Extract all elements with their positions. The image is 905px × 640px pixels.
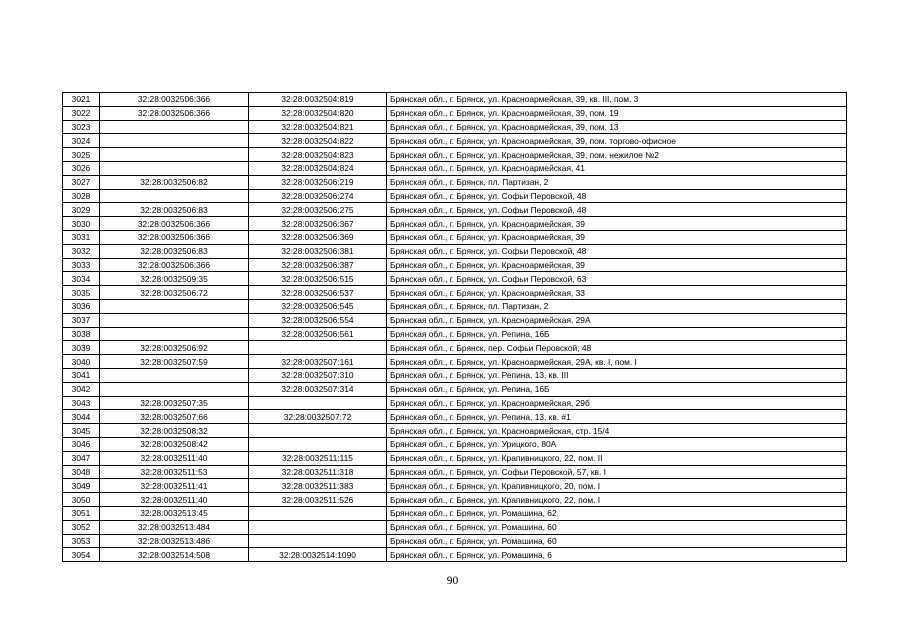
row-number-cell: 3052 — [63, 520, 100, 534]
parent-cadastral-number-cell: 32:28:0032506:83 — [100, 244, 249, 258]
row-number-cell: 3028 — [63, 189, 100, 203]
address-cell: Брянская обл., г. Брянск, ул. Ромашина, 60 — [387, 534, 847, 548]
row-number-cell: 3032 — [63, 244, 100, 258]
row-number-cell: 3029 — [63, 203, 100, 217]
page-number: 90 — [446, 575, 459, 587]
address-cell: Брянская обл., г. Брянск, ул. Красноармейская, 33 — [387, 286, 847, 300]
row-number-cell: 3023 — [63, 120, 100, 134]
address-cell: Брянская обл., г. Брянск, ул. Красноармейская, 39, пом. нежилое №2 — [387, 148, 847, 162]
address-cell: Брянская обл., г. Брянск, ул. Крапивницкого, 22, пом. I — [387, 493, 847, 507]
address-cell: Брянская обл., г. Брянск, ул. Софьи Перовской, 48 — [387, 244, 847, 258]
table-row — [63, 410, 847, 424]
table-row — [63, 368, 847, 382]
address-cell: Брянская обл., г. Брянск, ул. Красноармейская, 39, пом. торгово-офисное — [387, 134, 847, 148]
cadastral-number-cell: 32:28:0032504:821 — [249, 120, 387, 134]
table-row — [63, 230, 847, 244]
parent-cadastral-number-cell: 32:28:0032507:66 — [100, 410, 249, 424]
parent-cadastral-number-cell: 32:28:0032506:366 — [100, 106, 249, 120]
table-row — [63, 506, 847, 520]
address-cell: Брянская обл., г. Брянск, ул. Урицкого, 80А — [387, 437, 847, 451]
parent-cadastral-number-cell: 32:28:0032506:366 — [100, 93, 249, 107]
parent-cadastral-number-cell: 32:28:0032514:508 — [100, 548, 249, 562]
parent-cadastral-number-cell: 32:28:0032506:92 — [100, 341, 249, 355]
row-number-cell: 3042 — [63, 382, 100, 396]
table-row — [63, 244, 847, 258]
parent-cadastral-number-cell — [100, 327, 249, 341]
parent-cadastral-number-cell — [100, 299, 249, 313]
table-row — [63, 286, 847, 300]
table-row — [63, 465, 847, 479]
address-cell: Брянская обл., г. Брянск, ул. Красноармейская, 39 — [387, 230, 847, 244]
cadastral-number-cell: 32:28:0032507:314 — [249, 382, 387, 396]
row-number-cell: 3033 — [63, 258, 100, 272]
table-row — [63, 355, 847, 369]
row-number-cell: 3037 — [63, 313, 100, 327]
row-number-cell: 3043 — [63, 396, 100, 410]
cadastral-number-cell: 32:28:0032506:537 — [249, 286, 387, 300]
parent-cadastral-number-cell — [100, 189, 249, 203]
cadastral-number-cell: 32:28:0032504:824 — [249, 161, 387, 175]
table-row — [63, 520, 847, 534]
row-number-cell: 3041 — [63, 368, 100, 382]
row-number-cell: 3050 — [63, 493, 100, 507]
row-number-cell: 3048 — [63, 465, 100, 479]
parent-cadastral-number-cell: 32:28:0032508:32 — [100, 424, 249, 438]
address-cell: Брянская обл., г. Брянск, ул. Красноармейская, 29А — [387, 313, 847, 327]
address-cell: Брянская обл., г. Брянск, ул. Софьи Перовской, 57, кв. I — [387, 465, 847, 479]
address-cell: Брянская обл., г. Брянск, пер. Софьи Перовской, 48 — [387, 341, 847, 355]
parent-cadastral-number-cell: 32:28:0032509:35 — [100, 272, 249, 286]
parent-cadastral-number-cell — [100, 148, 249, 162]
cadastral-number-cell: 32:28:0032506:381 — [249, 244, 387, 258]
cadastral-number-cell: 32:28:0032504:819 — [249, 93, 387, 107]
parent-cadastral-number-cell — [100, 134, 249, 148]
row-number-cell: 3053 — [63, 534, 100, 548]
row-number-cell: 3036 — [63, 299, 100, 313]
cadastral-number-cell: 32:28:0032511:318 — [249, 465, 387, 479]
table-row — [63, 437, 847, 451]
cadastral-number-cell: 32:28:0032506:367 — [249, 217, 387, 231]
row-number-cell: 3030 — [63, 217, 100, 231]
row-number-cell: 3051 — [63, 506, 100, 520]
cadastral-number-cell: 32:28:0032506:387 — [249, 258, 387, 272]
table-row — [63, 382, 847, 396]
cadastral-number-cell — [249, 520, 387, 534]
table-row — [63, 327, 847, 341]
table-row — [63, 134, 847, 148]
cadastral-number-cell: 32:28:0032506:515 — [249, 272, 387, 286]
cadastral-number-cell: 32:28:0032514:1090 — [249, 548, 387, 562]
row-number-cell: 3026 — [63, 161, 100, 175]
row-number-cell: 3046 — [63, 437, 100, 451]
address-cell: Брянская обл., г. Брянск, ул. Репина, 16Б — [387, 382, 847, 396]
table-row — [63, 534, 847, 548]
table-row — [63, 189, 847, 203]
row-number-cell: 3047 — [63, 451, 100, 465]
table-row — [63, 424, 847, 438]
row-number-cell: 3031 — [63, 230, 100, 244]
parent-cadastral-number-cell — [100, 161, 249, 175]
parent-cadastral-number-cell: 32:28:0032506:366 — [100, 258, 249, 272]
address-cell: Брянская обл., г. Брянск, ул. Красноармейская, 29б — [387, 396, 847, 410]
row-number-cell: 3024 — [63, 134, 100, 148]
address-cell: Брянская обл., г. Брянск, ул. Красноармейская, 39, пом. 19 — [387, 106, 847, 120]
parent-cadastral-number-cell: 32:28:0032506:366 — [100, 230, 249, 244]
row-number-cell: 3044 — [63, 410, 100, 424]
parent-cadastral-number-cell: 32:28:0032507:59 — [100, 355, 249, 369]
address-cell: Брянская обл., г. Брянск, ул. Репина, 16Б — [387, 327, 847, 341]
cadastral-number-cell: 32:28:0032507:161 — [249, 355, 387, 369]
cadastral-number-cell: 32:28:0032507:310 — [249, 368, 387, 382]
address-cell: Брянская обл., г. Брянск, пл. Партизан, 2 — [387, 299, 847, 313]
table-row — [63, 493, 847, 507]
address-cell: Брянская обл., г. Брянск, ул. Репина, 13, кв. #1 — [387, 410, 847, 424]
cadastral-number-cell: 32:28:0032511:383 — [249, 479, 387, 493]
table-row — [63, 299, 847, 313]
cadastral-number-cell: 32:28:0032504:823 — [249, 148, 387, 162]
table-row — [63, 548, 847, 562]
cadastral-number-cell: 32:28:0032506:561 — [249, 327, 387, 341]
parent-cadastral-number-cell: 32:28:0032511:40 — [100, 451, 249, 465]
cadastral-number-cell: 32:28:0032506:545 — [249, 299, 387, 313]
address-cell: Брянская обл., г. Брянск, ул. Репина, 13, кв. III — [387, 368, 847, 382]
table-row — [63, 479, 847, 493]
table-row — [63, 161, 847, 175]
table-row — [63, 396, 847, 410]
table-row — [63, 313, 847, 327]
parent-cadastral-number-cell: 32:28:0032511:40 — [100, 493, 249, 507]
cadastral-number-cell: 32:28:0032507:72 — [249, 410, 387, 424]
table-row — [63, 120, 847, 134]
parent-cadastral-number-cell — [100, 368, 249, 382]
cadastral-number-cell: 32:28:0032506:274 — [249, 189, 387, 203]
table-row — [63, 203, 847, 217]
row-number-cell: 3049 — [63, 479, 100, 493]
row-number-cell: 3054 — [63, 548, 100, 562]
parent-cadastral-number-cell: 32:28:0032506:83 — [100, 203, 249, 217]
table-row — [63, 217, 847, 231]
address-cell: Брянская обл., г. Брянск, ул. Красноармейская, 39, пом. 13 — [387, 120, 847, 134]
cadastral-number-cell: 32:28:0032506:275 — [249, 203, 387, 217]
cadastral-number-cell: 32:28:0032504:820 — [249, 106, 387, 120]
address-cell: Брянская обл., г. Брянск, ул. Софьи Перовской, 48 — [387, 189, 847, 203]
parent-cadastral-number-cell: 32:28:0032511:41 — [100, 479, 249, 493]
cadastral-table — [62, 92, 847, 562]
address-cell: Брянская обл., г. Брянск, ул. Софьи Перовской, 48 — [387, 203, 847, 217]
parent-cadastral-number-cell — [100, 382, 249, 396]
row-number-cell: 3025 — [63, 148, 100, 162]
cadastral-number-cell: 32:28:0032504:822 — [249, 134, 387, 148]
parent-cadastral-number-cell: 32:28:0032513:486 — [100, 534, 249, 548]
row-number-cell: 3039 — [63, 341, 100, 355]
address-cell: Брянская обл., г. Брянск, ул. Красноармейская, 41 — [387, 161, 847, 175]
parent-cadastral-number-cell: 32:28:0032507:35 — [100, 396, 249, 410]
row-number-cell: 3034 — [63, 272, 100, 286]
address-cell: Брянская обл., г. Брянск, ул. Ромашина, 60 — [387, 520, 847, 534]
cadastral-number-cell — [249, 534, 387, 548]
table-row — [63, 451, 847, 465]
row-number-cell: 3040 — [63, 355, 100, 369]
address-cell: Брянская обл., г. Брянск, ул. Крапивницкого, 22, пом. II — [387, 451, 847, 465]
cadastral-number-cell: 32:28:0032506:554 — [249, 313, 387, 327]
row-number-cell: 3027 — [63, 175, 100, 189]
cadastral-number-cell — [249, 396, 387, 410]
address-cell: Брянская обл., г. Брянск, ул. Красноармейская, 39 — [387, 258, 847, 272]
address-cell: Брянская обл., г. Брянск, ул. Красноармейская, 39, кв. III, пом. 3 — [387, 93, 847, 107]
cadastral-number-cell — [249, 437, 387, 451]
cadastral-number-cell: 32:28:0032511:526 — [249, 493, 387, 507]
address-cell: Брянская обл., г. Брянск, пл. Партизан, 2 — [387, 175, 847, 189]
parent-cadastral-number-cell: 32:28:0032513:45 — [100, 506, 249, 520]
parent-cadastral-number-cell — [100, 313, 249, 327]
table-row — [63, 258, 847, 272]
parent-cadastral-number-cell — [100, 120, 249, 134]
parent-cadastral-number-cell: 32:28:0032513:484 — [100, 520, 249, 534]
cadastral-number-cell — [249, 341, 387, 355]
table-row — [63, 93, 847, 107]
address-cell: Брянская обл., г. Брянск, ул. Красноармейская, 39 — [387, 217, 847, 231]
cadastral-number-cell: 32:28:0032511:115 — [249, 451, 387, 465]
table-row — [63, 106, 847, 120]
address-cell: Брянская обл., г. Брянск, ул. Ромашина, 62 — [387, 506, 847, 520]
row-number-cell: 3038 — [63, 327, 100, 341]
row-number-cell: 3045 — [63, 424, 100, 438]
cadastral-number-cell: 32:28:0032506:219 — [249, 175, 387, 189]
row-number-cell: 3022 — [63, 106, 100, 120]
row-number-cell: 3021 — [63, 93, 100, 107]
table-row — [63, 175, 847, 189]
parent-cadastral-number-cell: 32:28:0032506:72 — [100, 286, 249, 300]
table-body — [63, 93, 847, 562]
address-cell: Брянская обл., г. Брянск, ул. Красноармейская, 29А, кв. I, пом. I — [387, 355, 847, 369]
parent-cadastral-number-cell: 32:28:0032508:42 — [100, 437, 249, 451]
cadastral-number-cell: 32:28:0032506:369 — [249, 230, 387, 244]
cadastral-number-cell — [249, 506, 387, 520]
table-row — [63, 341, 847, 355]
row-number-cell: 3035 — [63, 286, 100, 300]
address-cell: Брянская обл., г. Брянск, ул. Софьи Перовской, 63 — [387, 272, 847, 286]
parent-cadastral-number-cell: 32:28:0032506:82 — [100, 175, 249, 189]
address-cell: Брянская обл., г. Брянск, ул. Красноармейская, стр. 15/4 — [387, 424, 847, 438]
parent-cadastral-number-cell: 32:28:0032506:366 — [100, 217, 249, 231]
parent-cadastral-number-cell: 32:28:0032511:53 — [100, 465, 249, 479]
address-cell: Брянская обл., г. Брянск, ул. Крапивницкого, 20, пом. I — [387, 479, 847, 493]
table-row — [63, 272, 847, 286]
address-cell: Брянская обл., г. Брянск, ул. Ромашина, 6 — [387, 548, 847, 562]
cadastral-number-cell — [249, 424, 387, 438]
table-row — [63, 148, 847, 162]
